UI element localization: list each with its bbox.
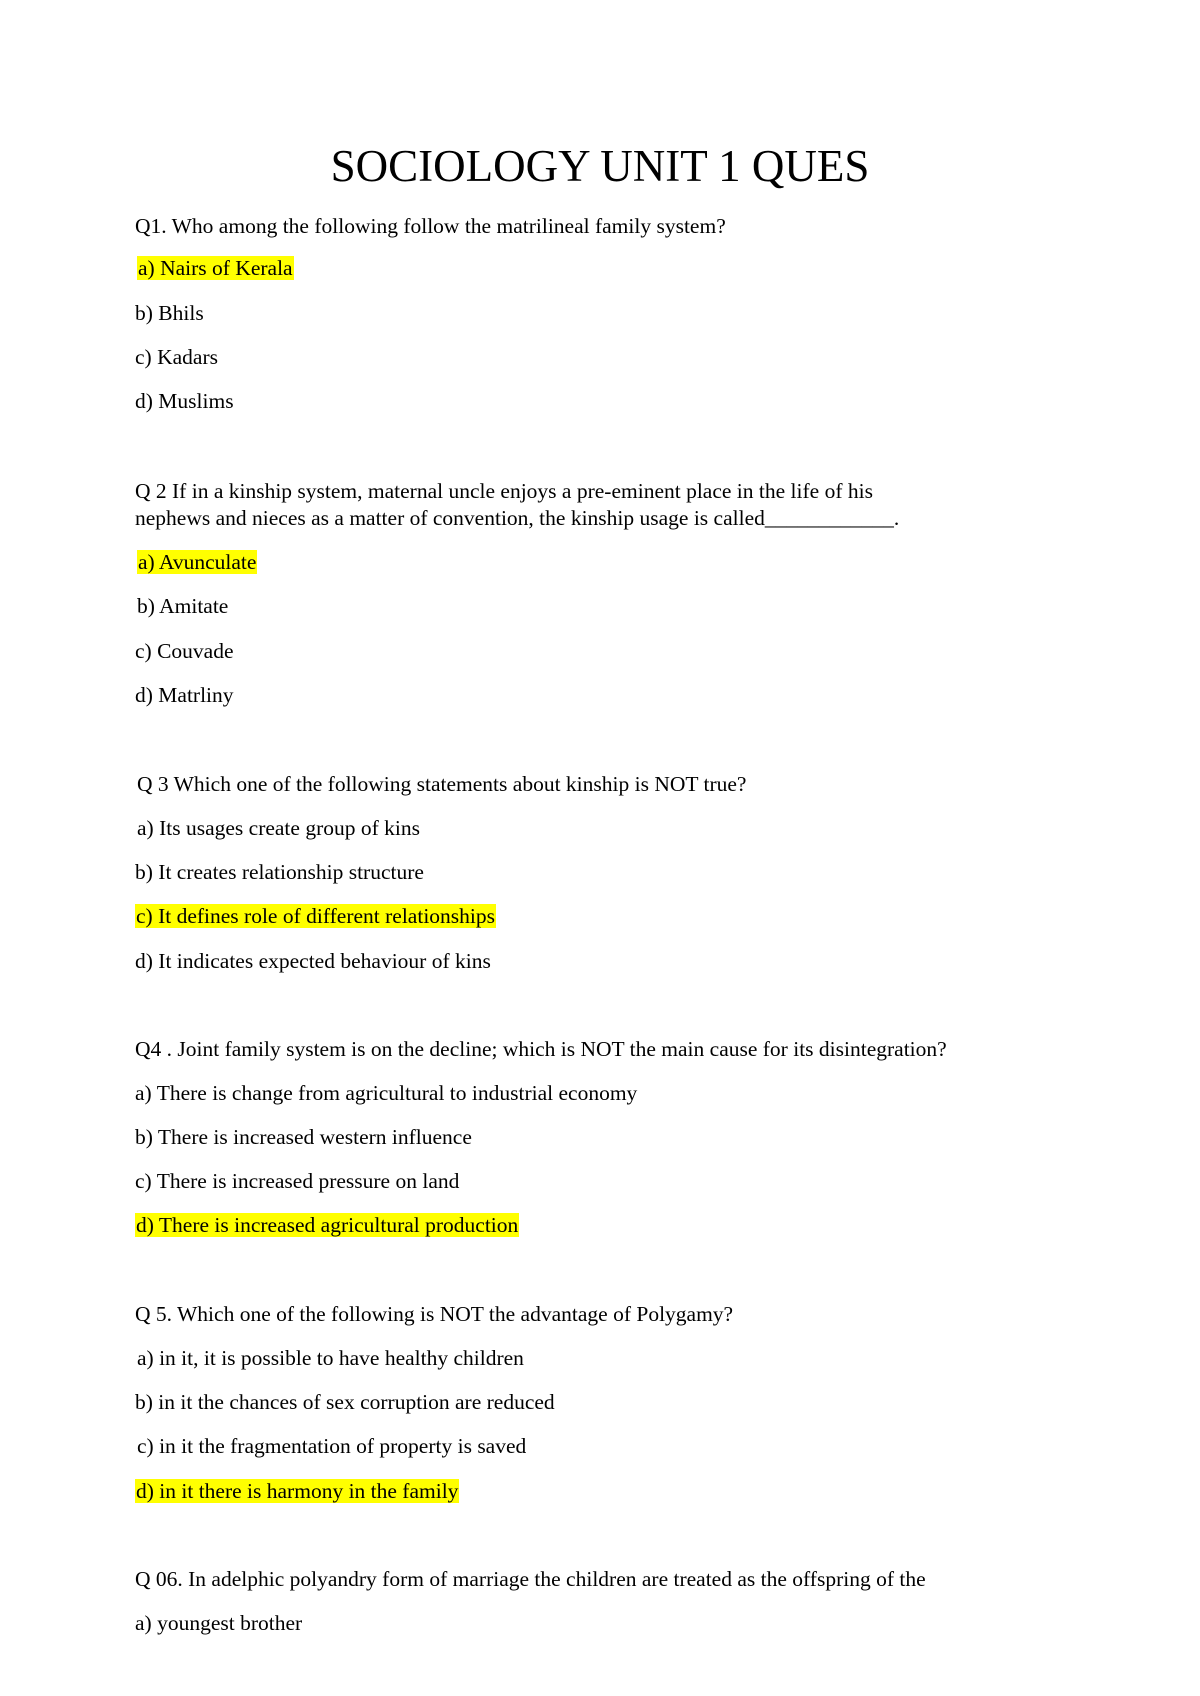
- answer-highlight: c) It defines role of different relationships: [136, 904, 496, 928]
- q3-option-d: d) It indicates expected behaviour of kins: [135, 949, 491, 973]
- q2-option-b: b) Amitate: [137, 594, 229, 618]
- question-5: Q 5. Which one of the following is NOT the advantage of Polygamy?: [135, 1302, 734, 1326]
- question-6: Q 06. In adelphic polyandry form of marriage the children are treated as the offspring of the: [135, 1567, 926, 1591]
- q1-option-a: [137, 255, 294, 281]
- q5-option-c: c) in it the fragmentation of property is saved: [137, 1434, 527, 1458]
- q3-option-b: b) It creates relationship structure: [135, 860, 424, 884]
- q4-option-c: c) There is increased pressure on land: [135, 1169, 460, 1193]
- answer-highlight: d) in it there is harmony in the family: [136, 1479, 459, 1503]
- answer-highlight: d) There is increased agricultural production: [136, 1213, 519, 1237]
- q6-option-a: a) youngest brother: [135, 1611, 303, 1635]
- answer-highlight: a) Avunculate: [138, 550, 257, 574]
- q4-option-a: a) There is change from agricultural to industrial economy: [135, 1081, 638, 1105]
- q2-option-a: [137, 549, 257, 575]
- question-3: Q 3 Which one of the following statements about kinship is NOT true?: [137, 772, 747, 796]
- question-4: Q4 . Joint family system is on the decline; which is NOT the main cause for its disintegration?: [135, 1037, 947, 1061]
- q1-option-b: b) Bhils: [135, 301, 204, 325]
- q5-option-b: b) in it the chances of sex corruption are reduced: [135, 1390, 555, 1414]
- question-2-line-2: nephews and nieces as a matter of convention, the kinship usage is called____________.: [135, 506, 900, 530]
- q2-option-c: c) Couvade: [135, 639, 234, 663]
- question-1: Q1. Who among the following follow the matrilineal family system?: [135, 214, 726, 238]
- q1-option-c: c) Kadars: [135, 345, 218, 369]
- q3-option-a: a) Its usages create group of kins: [137, 816, 420, 840]
- q2-option-d: d) Matrliny: [135, 683, 234, 707]
- answer-highlight: a) Nairs of Kerala: [138, 256, 293, 280]
- q1-option-d: d) Muslims: [135, 389, 234, 413]
- q5-option-a: a) in it, it is possible to have healthy children: [137, 1346, 524, 1370]
- page-title: SOCIOLOGY UNIT 1 QUES: [330, 141, 870, 191]
- q5-option-d: [135, 1478, 459, 1504]
- q4-option-d: [135, 1212, 519, 1238]
- q4-option-b: b) There is increased western influence: [135, 1125, 472, 1149]
- q3-option-c: [135, 903, 496, 929]
- question-2-line-1: Q 2 If in a kinship system, maternal uncle enjoys a pre-eminent place in the life of his: [135, 479, 873, 503]
